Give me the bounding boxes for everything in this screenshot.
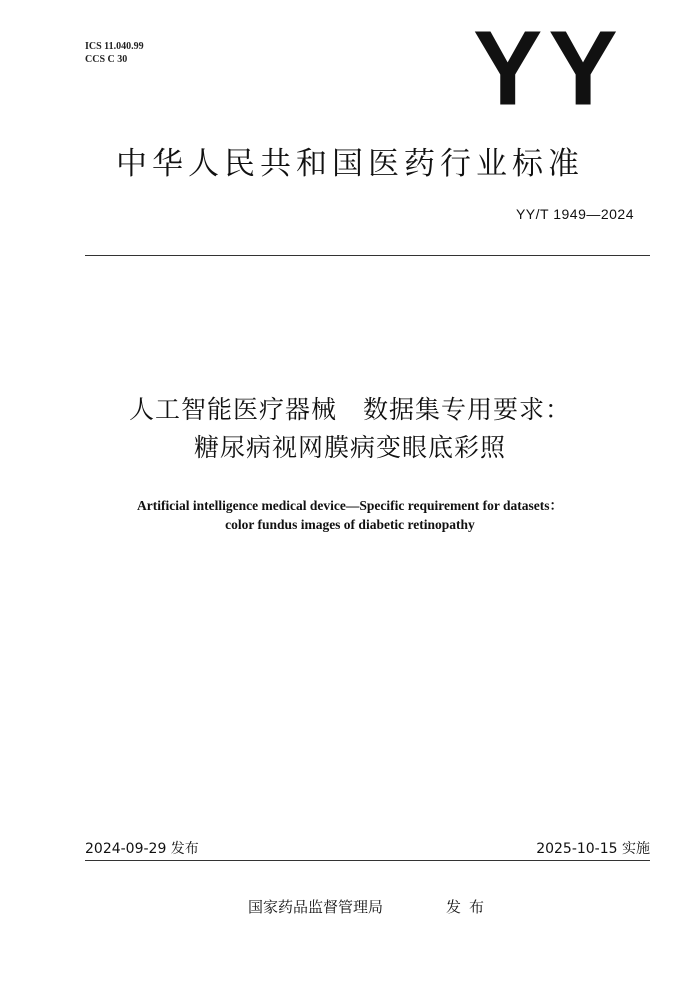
ccs-code: CCS C 30 (85, 54, 128, 65)
bottom-divider (85, 860, 650, 861)
english-title-line-2: color fundus images of diabetic retinopathy (225, 517, 475, 532)
release-date: 2024-09-29 发布 (85, 841, 199, 857)
ics-code: ICS 11.040.99 (85, 41, 144, 52)
top-divider (85, 255, 650, 256)
issue-action: 发布 (446, 898, 493, 916)
organization-title: 中华人民共和国医药行业标准 (116, 146, 584, 182)
classification-codes (85, 40, 144, 66)
chinese-title-line-2: 糖尿病视网膜病变眼底彩照 (193, 433, 506, 462)
implementation-date: 2025-10-15 实施 (536, 841, 650, 857)
chinese-title-line-1: 人工智能医疗器械 数据集专用要求： (128, 395, 571, 424)
standard-number: YY/T 1949—2024 (515, 206, 634, 222)
issuing-authority: 国家药品监督管理局 (248, 898, 384, 916)
english-title-line-1: Artificial intelligence medical device—Specific requirement for datasets： (137, 498, 563, 513)
yy-logo: YY (473, 9, 624, 129)
